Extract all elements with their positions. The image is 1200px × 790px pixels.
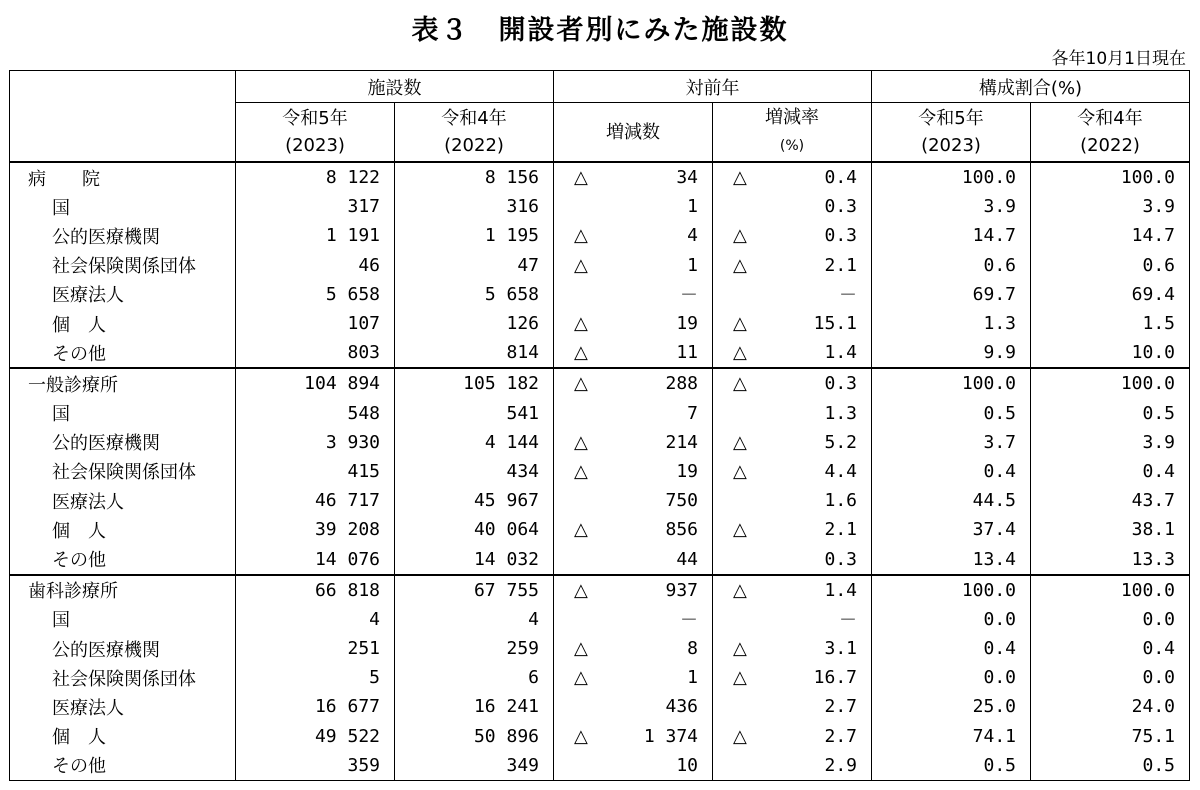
cell-count-2022: 349 — [395, 751, 554, 781]
row-label: その他 — [10, 751, 236, 781]
cell-count-2023: 46 717 — [236, 486, 395, 515]
decrease-mark: △ — [733, 519, 747, 541]
change-value: 1 374 — [643, 725, 698, 747]
cell-change-rate — [713, 751, 872, 781]
row-label: 病 院 — [10, 162, 236, 192]
cell-count-2023: 49 522 — [236, 722, 395, 751]
cell-count-2023: 14 076 — [236, 544, 395, 574]
table-row — [10, 399, 1190, 428]
change-value: 1.6 — [824, 490, 857, 512]
cell-change-count — [554, 338, 713, 368]
table-row — [10, 251, 1190, 280]
cell-ratio-2023: 0.4 — [872, 457, 1031, 486]
change-value: 1 — [687, 667, 698, 689]
change-value: 2.7 — [824, 696, 857, 718]
decrease-mark: △ — [733, 312, 747, 334]
table-row — [10, 575, 1190, 605]
cell-change-count — [554, 544, 713, 574]
cell-ratio-2022: 100.0 — [1031, 162, 1190, 192]
decrease-mark: △ — [574, 638, 588, 659]
change-value: 1 — [687, 196, 698, 218]
change-value: 214 — [665, 431, 698, 453]
cell-change-rate — [713, 575, 872, 605]
cell-change-rate — [713, 515, 872, 544]
cell-ratio-2023: 3.9 — [872, 192, 1031, 221]
header-change-count: 増減数 — [554, 103, 713, 163]
cell-change-count — [554, 192, 713, 221]
cell-change-count — [554, 634, 713, 663]
cell-count-2023: 16 677 — [236, 692, 395, 721]
cell-ratio-2022: 69.4 — [1031, 280, 1190, 309]
cell-change-rate — [713, 544, 872, 574]
change-value: 1.4 — [824, 579, 857, 601]
header-r4: 令和4年 (2022) — [395, 103, 554, 163]
change-value: 856 — [665, 519, 698, 541]
cell-count-2023: 415 — [236, 457, 395, 486]
change-value: － — [680, 610, 698, 632]
cell-ratio-2022: 0.0 — [1031, 663, 1190, 692]
table-row — [10, 309, 1190, 338]
cell-change-count — [554, 515, 713, 544]
cell-change-count — [554, 251, 713, 280]
cell-ratio-2022: 10.0 — [1031, 338, 1190, 368]
cell-count-2022: 40 064 — [395, 515, 554, 544]
cell-ratio-2023: 0.5 — [872, 751, 1031, 781]
cell-change-rate — [713, 162, 872, 192]
cell-change-rate — [713, 663, 872, 692]
cell-count-2023: 5 658 — [236, 280, 395, 309]
decrease-mark: △ — [574, 254, 588, 276]
change-value: 4 — [687, 225, 698, 247]
change-value: 0.4 — [824, 167, 857, 189]
row-label: 社会保険関係団体 — [10, 457, 236, 486]
cell-count-2022: 45 967 — [395, 486, 554, 515]
cell-change-count — [554, 751, 713, 781]
cell-count-2023: 317 — [236, 192, 395, 221]
cell-count-2022: 1 195 — [395, 221, 554, 250]
change-value: 15.1 — [813, 313, 857, 335]
row-label: 公的医療機関 — [10, 428, 236, 457]
cell-change-rate — [713, 280, 872, 309]
cell-change-rate — [713, 692, 872, 721]
cell-change-count — [554, 486, 713, 515]
table-body — [10, 162, 1190, 780]
cell-ratio-2023: 100.0 — [872, 575, 1031, 605]
cell-count-2023: 107 — [236, 309, 395, 338]
cell-count-2023: 3 930 — [236, 428, 395, 457]
cell-count-2022: 67 755 — [395, 575, 554, 605]
cell-count-2022: 105 182 — [395, 368, 554, 398]
facilities-table — [9, 70, 1190, 781]
cell-count-2022: 4 144 — [395, 428, 554, 457]
cell-change-count — [554, 368, 713, 398]
cell-count-2023: 4 — [236, 605, 395, 634]
cell-ratio-2023: 69.7 — [872, 280, 1031, 309]
change-value: 0.3 — [824, 373, 857, 395]
row-label: 医療法人 — [10, 486, 236, 515]
cell-ratio-2022: 13.3 — [1031, 544, 1190, 574]
row-label: 個 人 — [10, 515, 236, 544]
cell-change-rate — [713, 251, 872, 280]
cell-count-2023: 548 — [236, 399, 395, 428]
cell-count-2022: 434 — [395, 457, 554, 486]
change-value: 1.3 — [824, 402, 857, 424]
cell-count-2022: 8 156 — [395, 162, 554, 192]
header-blank — [10, 71, 236, 163]
cell-change-count — [554, 221, 713, 250]
cell-ratio-2023: 100.0 — [872, 162, 1031, 192]
decrease-mark: △ — [574, 725, 588, 747]
cell-count-2023: 359 — [236, 751, 395, 781]
cell-ratio-2022: 0.5 — [1031, 751, 1190, 781]
table-row — [10, 515, 1190, 544]
change-value: － — [680, 285, 698, 307]
table-row — [10, 457, 1190, 486]
table-row — [10, 692, 1190, 721]
decrease-mark: △ — [574, 519, 588, 541]
cell-ratio-2022: 1.5 — [1031, 309, 1190, 338]
decrease-mark: △ — [574, 312, 588, 334]
cell-ratio-2022: 75.1 — [1031, 722, 1190, 751]
change-value: 11 — [676, 342, 698, 364]
row-label: 一般診療所 — [10, 368, 236, 398]
decrease-mark: △ — [733, 431, 747, 453]
change-value: 19 — [676, 313, 698, 335]
change-value: 5.2 — [824, 431, 857, 453]
row-label: 公的医療機関 — [10, 221, 236, 250]
decrease-mark: △ — [574, 667, 588, 689]
row-label: 国 — [10, 399, 236, 428]
cell-ratio-2023: 100.0 — [872, 368, 1031, 398]
header-ratio: 構成割合(%) — [872, 71, 1190, 103]
change-value: 2.7 — [824, 725, 857, 747]
change-value: 8 — [687, 638, 698, 660]
cell-ratio-2023: 25.0 — [872, 692, 1031, 721]
decrease-mark: △ — [733, 667, 747, 689]
cell-change-rate — [713, 634, 872, 663]
cell-ratio-2023: 13.4 — [872, 544, 1031, 574]
cell-count-2023: 66 818 — [236, 575, 395, 605]
decrease-mark: △ — [574, 460, 588, 482]
change-value: 16.7 — [813, 667, 857, 689]
decrease-mark: △ — [733, 167, 747, 188]
cell-ratio-2023: 14.7 — [872, 221, 1031, 250]
cell-ratio-2022: 0.5 — [1031, 399, 1190, 428]
change-value: 2.9 — [824, 754, 857, 776]
decrease-mark: △ — [733, 460, 747, 482]
cell-ratio-2022: 14.7 — [1031, 221, 1190, 250]
cell-count-2022: 541 — [395, 399, 554, 428]
cell-ratio-2022: 24.0 — [1031, 692, 1190, 721]
decrease-mark: △ — [574, 342, 588, 364]
cell-change-count — [554, 692, 713, 721]
cell-change-count — [554, 428, 713, 457]
cell-change-rate — [713, 192, 872, 221]
change-value: － — [839, 610, 857, 632]
cell-ratio-2023: 74.1 — [872, 722, 1031, 751]
cell-change-count — [554, 722, 713, 751]
cell-ratio-2022: 38.1 — [1031, 515, 1190, 544]
cell-ratio-2023: 0.0 — [872, 663, 1031, 692]
row-label: その他 — [10, 544, 236, 574]
cell-change-count — [554, 399, 713, 428]
date-note: 各年10月1日現在 — [1051, 49, 1186, 69]
decrease-mark: △ — [733, 254, 747, 276]
table-row — [10, 221, 1190, 250]
change-value: 0.3 — [824, 548, 857, 570]
cell-change-rate — [713, 428, 872, 457]
table-row — [10, 722, 1190, 751]
decrease-mark: △ — [733, 373, 747, 395]
cell-ratio-2022: 0.6 — [1031, 251, 1190, 280]
cell-change-count — [554, 605, 713, 634]
cell-change-rate — [713, 605, 872, 634]
change-value: 19 — [676, 460, 698, 482]
change-value: 4.4 — [824, 460, 857, 482]
cell-ratio-2023: 0.6 — [872, 251, 1031, 280]
cell-count-2022: 50 896 — [395, 722, 554, 751]
table-row — [10, 192, 1190, 221]
table-row — [10, 368, 1190, 398]
row-label: 個 人 — [10, 309, 236, 338]
change-value: 436 — [665, 696, 698, 718]
cell-change-count — [554, 575, 713, 605]
row-label: 個 人 — [10, 722, 236, 751]
table-row — [10, 280, 1190, 309]
cell-change-rate — [713, 221, 872, 250]
table-row — [10, 162, 1190, 192]
cell-ratio-2023: 44.5 — [872, 486, 1031, 515]
cell-ratio-2023: 9.9 — [872, 338, 1031, 368]
header-facilities: 施設数 — [236, 71, 554, 103]
cell-ratio-2022: 100.0 — [1031, 575, 1190, 605]
cell-ratio-2022: 43.7 — [1031, 486, 1190, 515]
change-value: 7 — [687, 402, 698, 424]
table-row — [10, 751, 1190, 781]
table-row — [10, 663, 1190, 692]
change-value: 1 — [687, 254, 698, 276]
change-value: 750 — [665, 490, 698, 512]
cell-count-2023: 251 — [236, 634, 395, 663]
change-value: － — [839, 285, 857, 307]
cell-ratio-2023: 0.0 — [872, 605, 1031, 634]
table-row — [10, 544, 1190, 574]
decrease-mark: △ — [574, 225, 588, 247]
cell-count-2022: 259 — [395, 634, 554, 663]
row-label: 社会保険関係団体 — [10, 251, 236, 280]
decrease-mark: △ — [574, 431, 588, 453]
cell-ratio-2022: 0.0 — [1031, 605, 1190, 634]
table-row — [10, 634, 1190, 663]
cell-change-count — [554, 309, 713, 338]
header-r5: 令和5年 (2023) — [236, 103, 395, 163]
decrease-mark: △ — [733, 725, 747, 747]
table-row — [10, 428, 1190, 457]
row-label: 国 — [10, 605, 236, 634]
change-value: 0.3 — [824, 225, 857, 247]
header-ratio-r4: 令和4年 (2022) — [1031, 103, 1190, 163]
cell-ratio-2023: 37.4 — [872, 515, 1031, 544]
cell-ratio-2023: 3.7 — [872, 428, 1031, 457]
change-value: 44 — [676, 548, 698, 570]
table-row — [10, 605, 1190, 634]
cell-change-count — [554, 162, 713, 192]
cell-count-2022: 316 — [395, 192, 554, 221]
header-change: 対前年 — [554, 71, 872, 103]
decrease-mark: △ — [574, 579, 588, 601]
cell-count-2023: 8 122 — [236, 162, 395, 192]
cell-ratio-2022: 0.4 — [1031, 457, 1190, 486]
cell-count-2023: 104 894 — [236, 368, 395, 398]
change-value: 2.1 — [824, 519, 857, 541]
cell-count-2022: 16 241 — [395, 692, 554, 721]
cell-count-2022: 126 — [395, 309, 554, 338]
row-label: 医療法人 — [10, 280, 236, 309]
decrease-mark: △ — [574, 373, 588, 395]
cell-count-2022: 814 — [395, 338, 554, 368]
decrease-mark: △ — [733, 638, 747, 659]
cell-ratio-2023: 1.3 — [872, 309, 1031, 338]
cell-count-2022: 14 032 — [395, 544, 554, 574]
cell-ratio-2023: 0.5 — [872, 399, 1031, 428]
cell-change-rate — [713, 457, 872, 486]
decrease-mark: △ — [733, 579, 747, 601]
decrease-mark: △ — [574, 167, 588, 188]
change-value: 2.1 — [824, 254, 857, 276]
change-value: 937 — [665, 579, 698, 601]
cell-count-2023: 803 — [236, 338, 395, 368]
cell-count-2022: 5 658 — [395, 280, 554, 309]
header-change-rate: 増減率 (%) — [713, 103, 872, 163]
change-value: 1.4 — [824, 342, 857, 364]
cell-count-2022: 47 — [395, 251, 554, 280]
row-label: 歯科診療所 — [10, 575, 236, 605]
decrease-mark: △ — [733, 342, 747, 364]
row-label: 公的医療機関 — [10, 634, 236, 663]
cell-change-rate — [713, 486, 872, 515]
cell-change-rate — [713, 338, 872, 368]
row-label: その他 — [10, 338, 236, 368]
cell-count-2023: 1 191 — [236, 221, 395, 250]
change-value: 288 — [665, 373, 698, 395]
change-value: 3.1 — [824, 638, 857, 660]
cell-count-2023: 39 208 — [236, 515, 395, 544]
cell-ratio-2023: 0.4 — [872, 634, 1031, 663]
cell-change-count — [554, 280, 713, 309]
row-label: 国 — [10, 192, 236, 221]
cell-count-2023: 5 — [236, 663, 395, 692]
cell-change-rate — [713, 309, 872, 338]
row-label: 医療法人 — [10, 692, 236, 721]
change-value: 10 — [676, 754, 698, 776]
cell-count-2022: 4 — [395, 605, 554, 634]
cell-ratio-2022: 3.9 — [1031, 428, 1190, 457]
cell-change-rate — [713, 399, 872, 428]
row-label: 社会保険関係団体 — [10, 663, 236, 692]
change-value: 0.3 — [824, 196, 857, 218]
header-ratio-r5: 令和5年 (2023) — [872, 103, 1031, 163]
cell-change-count — [554, 663, 713, 692]
cell-count-2023: 46 — [236, 251, 395, 280]
table-row — [10, 486, 1190, 515]
cell-ratio-2022: 100.0 — [1031, 368, 1190, 398]
cell-change-rate — [713, 368, 872, 398]
cell-ratio-2022: 0.4 — [1031, 634, 1190, 663]
change-value: 34 — [676, 167, 698, 189]
cell-ratio-2022: 3.9 — [1031, 192, 1190, 221]
cell-change-rate — [713, 722, 872, 751]
cell-count-2022: 6 — [395, 663, 554, 692]
cell-change-count — [554, 457, 713, 486]
decrease-mark: △ — [733, 225, 747, 247]
table-row — [10, 338, 1190, 368]
table-title: 表３ 開設者別にみた施設数 — [411, 15, 789, 46]
